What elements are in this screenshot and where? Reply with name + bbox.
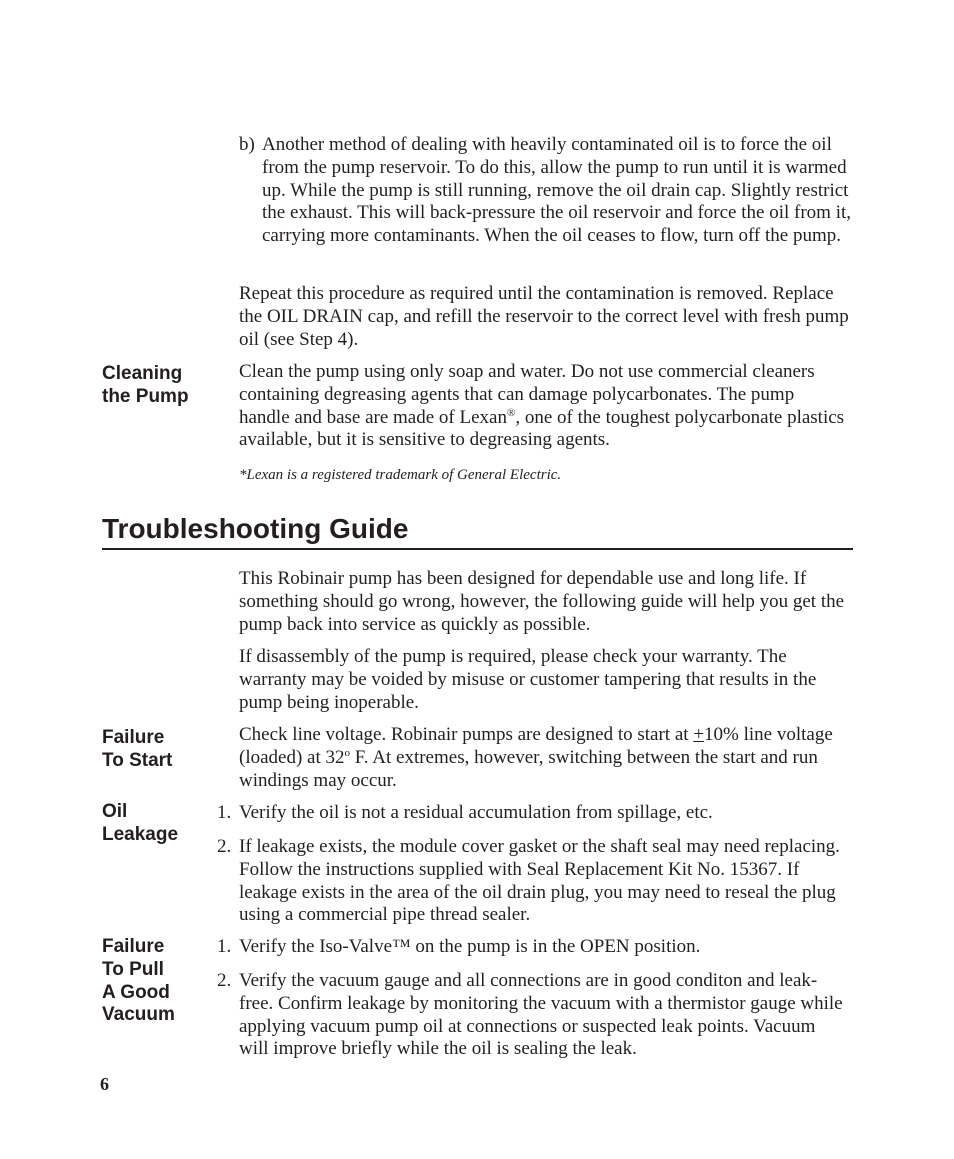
- side-heading-line: the Pump: [102, 385, 189, 407]
- side-heading-line: Oil: [102, 801, 128, 822]
- side-heading-oil-leakage: [102, 801, 222, 847]
- list-number: 1.: [217, 802, 232, 823]
- side-heading-line: To Start: [102, 749, 173, 771]
- item-text: Another method of dealing with heavily contaminated oil is to force the oil from the pump reservoir. To do this, allow the pump to run until it is warmed up. While the pump is still running, remove the oil drain cap. Slightly restrict the exhaust. This will back-pressure the oil reservoir and force the oil from it, carrying more contaminants. When the oil ceases to flow, turn off the pump.: [262, 134, 851, 247]
- list-number: 1.: [217, 936, 232, 957]
- paragraph-text: F. At extremes, however, switching between the start and run windings may occur.: [239, 746, 818, 791]
- cleaning-text: Clean the pump using only soap and water. Do not use commercial cleaners containing degreasing agents that can damage polycarbonates. The pump handle and base are made of Lexan: [239, 361, 815, 428]
- cleaning-text: , one of the toughest polycarbonate plastics available, but it is sensitive to degreasing agents.: [239, 406, 845, 451]
- footnote: *Lexan is a registered trademark of General Electric.: [239, 467, 562, 483]
- side-heading-line: Vacuum: [102, 1004, 175, 1026]
- list-text: Verify the oil is not a residual accumulation from spillage, etc.: [239, 802, 713, 823]
- item-label: b): [239, 134, 255, 155]
- side-heading-line: Failure: [102, 727, 165, 748]
- registered-mark: ®: [506, 406, 516, 419]
- failure-to-start-paragraph: [239, 724, 849, 792]
- page-number: 6: [100, 1074, 109, 1094]
- repeat-paragraph: Repeat this procedure as required until the contamination is removed. Replace the OIL DRAIN cap, and refill the reservoir to the correct level with fresh pump oil (see Step 4).: [239, 283, 849, 350]
- side-heading-cleaning: [102, 363, 222, 409]
- list-text: Verify the vacuum gauge and all connections are in good conditon and leak-free. Confirm leakage by monitoring the vacuum with a thermistor gauge while applying vacuum pump oil at connections or suspected leak points. Vacuum will improve briefly while the oil is sealing the leak.: [239, 970, 843, 1060]
- list-number: 2.: [217, 970, 232, 991]
- cleaning-paragraph: [239, 361, 849, 452]
- side-heading-line: A Good: [102, 981, 170, 1003]
- plus-minus-sign: +: [693, 724, 705, 745]
- section-heading: [102, 510, 853, 550]
- side-heading-line: To Pull: [102, 958, 164, 980]
- degree-mark: o: [344, 746, 351, 759]
- paragraph-text: Check line voltage. Robinair pumps are designed to start at: [239, 724, 694, 745]
- warranty-paragraph: If disassembly of the pump is required, please check your warranty. The warranty may be voided by misuse or customer tampering that results in the pump being inoperable.: [239, 646, 817, 713]
- intro-paragraph: This Robinair pump has been designed for dependable use and long life. If something should go wrong, however, the following guide will help you get the pump back into service as quickly as possible.: [239, 568, 845, 635]
- side-heading-line: Failure: [102, 936, 165, 957]
- side-heading-failure-to-start: [102, 727, 222, 773]
- side-heading-line: Cleaning: [102, 363, 183, 384]
- list-number: 2.: [217, 836, 232, 857]
- list-text: Verify the Iso-Valve™ on the pump is in the OPEN position.: [239, 936, 701, 957]
- side-heading-line: Leakage: [102, 823, 179, 845]
- paragraph-text: 10% line voltage (loaded) at 32: [239, 724, 833, 768]
- section-title: Troubleshooting Guide: [102, 513, 409, 544]
- list-text: If leakage exists, the module cover gasket or the shaft seal may need replacing. Follow the instructions supplied with Seal Replacement Kit No. 15367. If leakage exists in the area of the oil drain plug, you may need to reseal the plug using a commercial pipe thread sealer.: [239, 836, 840, 926]
- side-heading-failure-vacuum: [102, 936, 222, 1027]
